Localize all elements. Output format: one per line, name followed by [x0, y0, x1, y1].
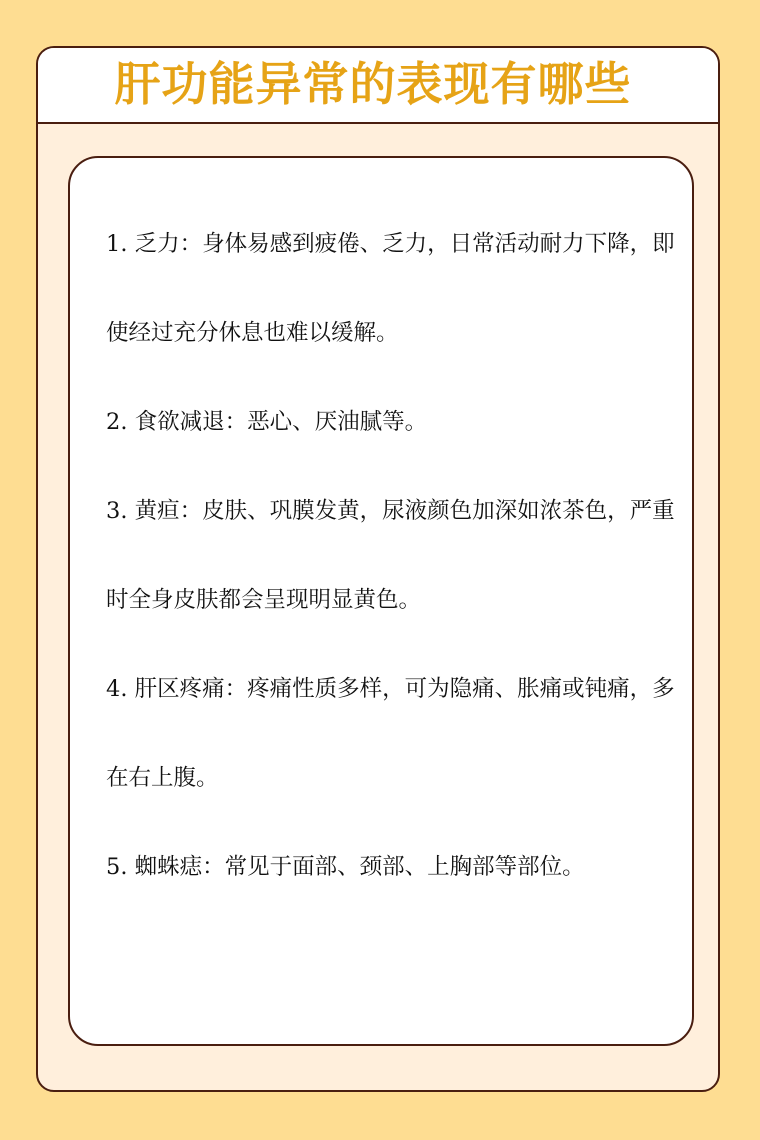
list-item: [106, 200, 682, 378]
item-number: 3.: [106, 498, 128, 524]
item-number: 2.: [106, 409, 128, 435]
card-header: [38, 48, 718, 124]
list-item: [106, 467, 682, 645]
item-number: 4.: [106, 676, 128, 702]
content-box: [68, 156, 694, 1046]
info-card: [36, 46, 720, 1092]
item-text: 肝区疼痛：疼痛性质多样，可为隐痛、胀痛或钝痛，多在右上腹。: [106, 676, 675, 791]
item-text: 黄疸：皮肤、巩膜发黄，尿液颜色加深如浓茶色，严重时全身皮肤都会呈现明显黄色。: [106, 498, 675, 613]
list-item: [106, 823, 682, 912]
list-item: [106, 378, 682, 467]
list-item: [106, 645, 682, 823]
item-text: 蜘蛛痣：常见于面部、颈部、上胸部等部位。: [134, 854, 585, 880]
item-text: 食欲减退：恶心、厌油腻等。: [134, 409, 428, 435]
item-text: 乏力：身体易感到疲倦、乏力，日常活动耐力下降，即使经过充分休息也难以缓解。: [106, 231, 675, 346]
symptom-list: [106, 200, 682, 912]
item-number: 5.: [106, 854, 128, 880]
page-title: 肝功能异常的表现有哪些: [114, 57, 632, 111]
item-number: 1.: [106, 231, 128, 257]
